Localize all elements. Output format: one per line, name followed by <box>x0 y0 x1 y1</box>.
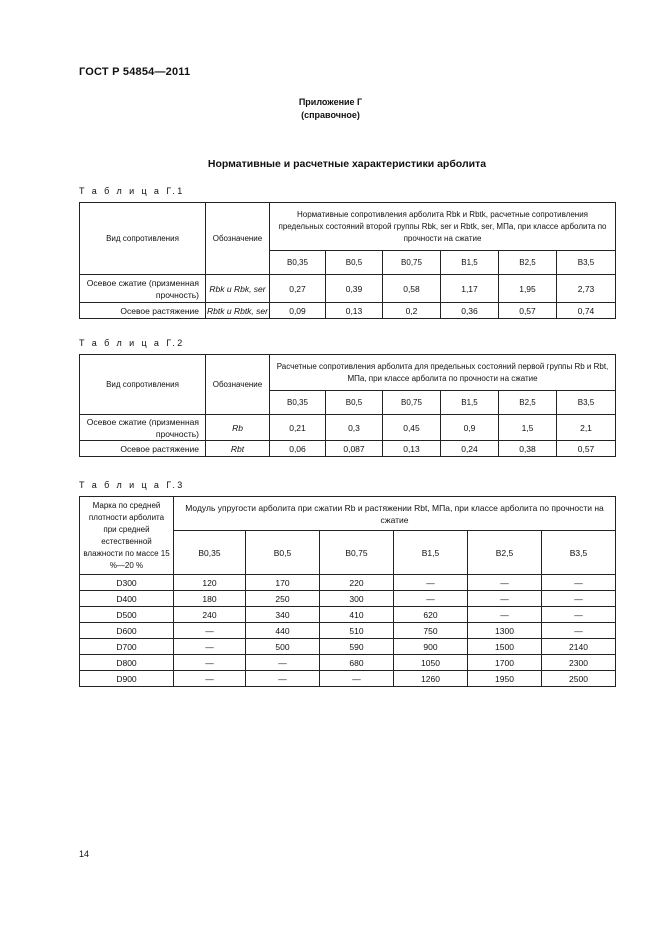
table1-class: B3,5 <box>557 251 616 275</box>
cell-value: 0,3 <box>326 415 383 441</box>
table2-header: Расчетные сопротивления арболита для предельных состояний первой группы Rb и Rbt, МПа, при классе арболита по прочности на сжатие <box>270 355 616 391</box>
table1-col-type: Вид сопротивления <box>80 203 206 275</box>
cell-value: 1300 <box>468 623 542 639</box>
row-mark: D600 <box>80 623 174 639</box>
cell-value: — <box>542 575 616 591</box>
cell-value: — <box>394 591 468 607</box>
table3-col-mark: Марка по средней плотности арболита при средней естественной влажности по массе 15 %—20 % <box>80 497 174 575</box>
cell-value: 1700 <box>468 655 542 671</box>
table3-class: B0,35 <box>174 531 246 575</box>
cell-value: 2,73 <box>557 275 616 303</box>
cell-value: 0,2 <box>383 303 441 319</box>
appendix-note: (справочное) <box>301 110 360 120</box>
cell-value: — <box>542 607 616 623</box>
cell-value: 0,9 <box>441 415 499 441</box>
cell-value: 0,13 <box>326 303 383 319</box>
table-row <box>80 275 616 303</box>
cell-value: 500 <box>246 639 320 655</box>
cell-value: — <box>174 623 246 639</box>
table3-class: B1,5 <box>394 531 468 575</box>
table3-class: B0,75 <box>320 531 394 575</box>
table3-header: Модуль упругости арболита при сжатии Rb и растяжении Rbt, МПа, при классе арболита по прочности на сжатие <box>174 497 616 531</box>
cell-value: — <box>394 575 468 591</box>
table2-class: B0,5 <box>326 391 383 415</box>
cell-value: 220 <box>320 575 394 591</box>
table1-class: B1,5 <box>441 251 499 275</box>
cell-value: 1260 <box>394 671 468 687</box>
cell-value: 2300 <box>542 655 616 671</box>
cell-value: 2,1 <box>557 415 616 441</box>
table2-class: B0,75 <box>383 391 441 415</box>
cell-value: 0,087 <box>326 441 383 457</box>
row-symbol: Rbk и Rbk, ser <box>206 275 270 303</box>
table3-class: B0,5 <box>246 531 320 575</box>
cell-value: — <box>320 671 394 687</box>
document-standard-code: ГОСТ Р 54854—2011 <box>79 66 191 78</box>
table3 <box>79 496 616 687</box>
table1-class: B0,35 <box>270 251 326 275</box>
table-row <box>80 655 616 671</box>
cell-value: 0,13 <box>383 441 441 457</box>
cell-value: 900 <box>394 639 468 655</box>
cell-value: 1,17 <box>441 275 499 303</box>
row-symbol: Rb <box>206 415 270 441</box>
table-row <box>80 415 616 441</box>
table-row <box>80 303 616 319</box>
table3-label: Т а б л и ц а Г.3 <box>79 480 185 490</box>
table2-col-designation: Обозначение <box>206 355 270 415</box>
cell-value: 0,09 <box>270 303 326 319</box>
cell-value: 410 <box>320 607 394 623</box>
table1-header: Нормативные сопротивления арболита Rbk и Rbtk, расчетные сопротивления предельных состояний второй группы Rbk, ser и Rbtk, ser, МПа, при классе арболита по прочности на сжатие <box>270 203 616 251</box>
row-mark: D900 <box>80 671 174 687</box>
table2-class: B3,5 <box>557 391 616 415</box>
table2-class: B1,5 <box>441 391 499 415</box>
row-type: Осевое сжатие (призменная прочность) <box>80 415 206 441</box>
cell-value: 2500 <box>542 671 616 687</box>
row-mark: D400 <box>80 591 174 607</box>
table2-label: Т а б л и ц а Г.2 <box>79 338 185 348</box>
cell-value: 340 <box>246 607 320 623</box>
table-row <box>80 441 616 457</box>
cell-value: 1,95 <box>499 275 557 303</box>
cell-value: — <box>246 671 320 687</box>
cell-value: — <box>468 591 542 607</box>
table-row <box>80 671 616 687</box>
cell-value: 0,27 <box>270 275 326 303</box>
row-type: Осевое растяжение <box>80 303 206 319</box>
table-row <box>80 591 616 607</box>
cell-value: 0,24 <box>441 441 499 457</box>
cell-value: 180 <box>174 591 246 607</box>
page-title: Нормативные и расчетные характеристики арболита <box>207 158 487 170</box>
cell-value: — <box>468 575 542 591</box>
cell-value: 590 <box>320 639 394 655</box>
table3-class: B2,5 <box>468 531 542 575</box>
row-type: Осевое сжатие (призменная прочность) <box>80 275 206 303</box>
cell-value: 0,74 <box>557 303 616 319</box>
cell-value: 1500 <box>468 639 542 655</box>
cell-value: 0,38 <box>499 441 557 457</box>
row-symbol: Rbtk и Rbtk, ser <box>206 303 270 319</box>
row-mark: D700 <box>80 639 174 655</box>
cell-value: 0,39 <box>326 275 383 303</box>
cell-value: 240 <box>174 607 246 623</box>
cell-value: 1050 <box>394 655 468 671</box>
cell-value: 0,57 <box>499 303 557 319</box>
row-mark: D800 <box>80 655 174 671</box>
cell-value: 170 <box>246 575 320 591</box>
row-mark: D300 <box>80 575 174 591</box>
table1-class: B0,5 <box>326 251 383 275</box>
row-mark: D500 <box>80 607 174 623</box>
table-row <box>80 575 616 591</box>
cell-value: — <box>174 671 246 687</box>
cell-value: — <box>174 655 246 671</box>
table2-col-type: Вид сопротивления <box>80 355 206 415</box>
row-type: Осевое растяжение <box>80 441 206 457</box>
cell-value: — <box>542 591 616 607</box>
cell-value: 620 <box>394 607 468 623</box>
cell-value: 0,57 <box>557 441 616 457</box>
cell-value: 0,36 <box>441 303 499 319</box>
cell-value: 0,21 <box>270 415 326 441</box>
table-row <box>80 607 616 623</box>
table1 <box>79 202 616 319</box>
cell-value: 0,06 <box>270 441 326 457</box>
cell-value: 680 <box>320 655 394 671</box>
table1-col-designation: Обозначение <box>206 203 270 275</box>
cell-value: — <box>542 623 616 639</box>
cell-value: — <box>174 639 246 655</box>
table1-class: B2,5 <box>499 251 557 275</box>
page-number: 14 <box>79 849 90 859</box>
cell-value: 0,45 <box>383 415 441 441</box>
cell-value: 440 <box>246 623 320 639</box>
cell-value: — <box>246 655 320 671</box>
cell-value: 120 <box>174 575 246 591</box>
table1-class: B0,75 <box>383 251 441 275</box>
cell-value: 750 <box>394 623 468 639</box>
cell-value: 1,5 <box>499 415 557 441</box>
cell-value: 0,58 <box>383 275 441 303</box>
table1-label: Т а б л и ц а Г.1 <box>79 186 185 196</box>
table2-class: B2,5 <box>499 391 557 415</box>
cell-value: — <box>468 607 542 623</box>
table-row <box>80 623 616 639</box>
table-row <box>80 639 616 655</box>
table3-class: B3,5 <box>542 531 616 575</box>
cell-value: 300 <box>320 591 394 607</box>
table2 <box>79 354 616 457</box>
cell-value: 250 <box>246 591 320 607</box>
cell-value: 1950 <box>468 671 542 687</box>
cell-value: 2140 <box>542 639 616 655</box>
appendix-title: Приложение Г <box>298 97 363 107</box>
cell-value: 510 <box>320 623 394 639</box>
row-symbol: Rbt <box>206 441 270 457</box>
table2-class: B0,35 <box>270 391 326 415</box>
